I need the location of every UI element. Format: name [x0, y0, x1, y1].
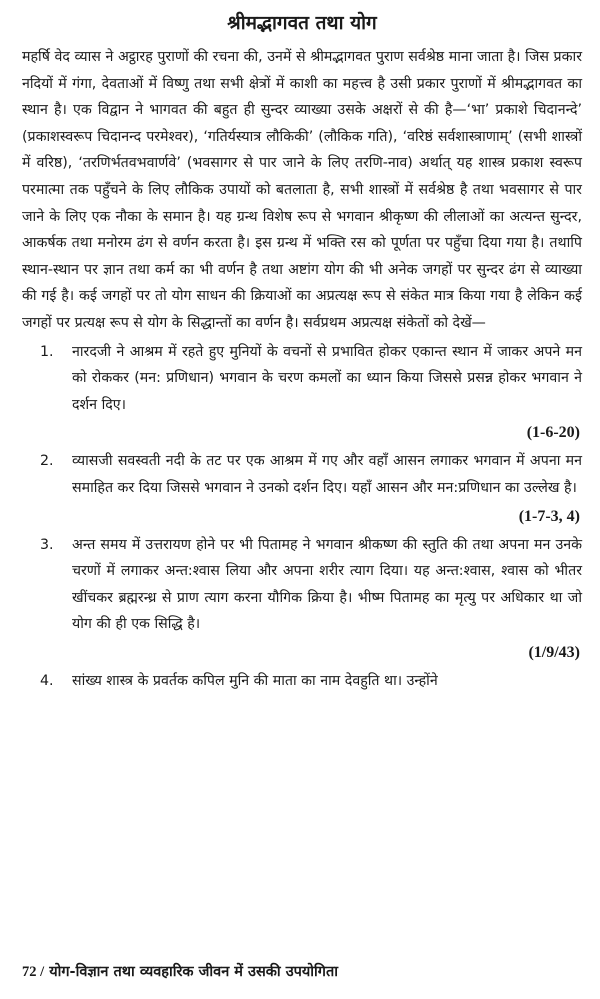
page-title: श्रीमद्भागवत तथा योग [227, 12, 377, 34]
list-item-number: 3. [40, 536, 54, 553]
list-item [22, 532, 582, 668]
numbered-list [22, 339, 582, 695]
list-item [22, 668, 582, 695]
intro-paragraph: महर्षि वेद व्यास ने अट्ठारह पुराणों की रचना की, उनमें से श्रीमद्भागवत पुराण सर्वश्रेष्ठ माना जाता है। जिस प्रकार नदियों में गंगा, देवताओं में विष्णु तथा सभी क्षेत्रों में काशी का महत्त्व है उसी प्रकार पुराणों में श्रीमद्भागवत का स्थान है। एक विद्वान ने भागवत की बहुत ही सुन्दर व्याख्या उसके अक्षरों से की है—‘भा’ प्रकाशे चिदानन्दे’ (प्रकाशस्वरूप चिदानन्द परमेश्वर), ‘गतिर्यस्यात्र लौकिकी’ (लौकिक गति), ‘वरिष्ठं सर्वशास्त्राणाम्’ (सभी शास्त्रों में वरिष्ठ), ‘तरणिर्भतवभवार्णवे’ (भवसागर से पार जाने के लिए तरणि-नाव) अर्थात् यह शास्त्र प्रकाश स्वरूप परमात्मा तक पहुँचने के लिए लौकिक उपायों को बतलाता है, सभी शास्त्रों में सर्वश्रेष्ठ है तथा भवसागर से पार जाने के लिए एक नौका के समान है। यह ग्रन्थ विशेष रूप से भगवान श्रीकृष्ण की लीलाओं का अत्यन्त सुन्दर, आकर्षक तथा मनोरम ढंग से वर्णन करता है। इस ग्रन्थ में भक्ति रस को पूर्णता पर पहुँचा दिया गया है। तथापि स्थान-स्थान पर ज्ञान तथा कर्म का भी वर्णन है तथा अष्टांग योग की भी अनेक जगहों पर सुन्दर ढंग से व्याख्या की गई है। कई जगहों पर तो योग साधन की क्रियाओं का अप्रत्यक्ष रूप से संकेत मात्र किया गया है लेकिन कई जगहों पर प्रत्यक्ष रूप से योग के सिद्धान्तों का वर्णन है। सर्वप्रथम अप्रत्यक्ष संकेतों को देखें— [22, 49, 582, 331]
page-footer [22, 961, 338, 983]
list-item-number: 1. [40, 343, 54, 360]
list-item-number: 2. [40, 453, 54, 470]
list-item-text: व्यासजी सवस्वती नदी के तट पर एक आश्रम में गए और वहाँ आसन लगाकर भगवान में अपना मन समाहित कर दिया जिससे भगवान ने उनको दर्शन दिए। यहाँ आसन और मन:प्रणिधान का उल्लेख है। [72, 453, 582, 496]
running-book-title: योग-विज्ञान तथा व्यवहारिक जीवन में उसकी उपयोगिता [49, 964, 338, 980]
list-item-number: 4. [40, 672, 54, 689]
verse-reference: (1/9/43) [528, 643, 580, 661]
page-number: 72 / [22, 964, 45, 980]
verse-reference: (1-7-3, 4) [518, 507, 580, 525]
list-item [22, 448, 582, 531]
list-item [22, 339, 582, 449]
list-item-text: नारदजी ने आश्रम में रहते हुए मुनियों के वचनों से प्रभावित होकर एकान्त स्थान में जाकर अपने मन को रोककर (मन: प्रणिधान) भगवान के चरण कमलों का ध्यान किया जिससे प्रसन्न होकर भगवान ने दर्शन दिए। [72, 343, 582, 413]
list-item-text: अन्त समय में उत्तरायण होने पर भी पितामह ने भगवान श्रीकष्ण की स्तुति की तथा अपना मन उनके चरणों में लगाकर अन्त:श्वास लिया और अपना शरीर त्याग दिया। यह अन्त:श्वास, श्वास को भीतर खींचकर ब्रह्मरन्ध्र से प्राण त्याग करना यौगिक क्रिया है। भीष्म पितामह का मृत्यु पर अधिकार था जो योग की ही एक सिद्धि है। [72, 536, 582, 633]
list-item-text: सांख्य शास्त्र के प्रवर्तक कपिल मुनि की माता का नाम देवहुति था। उन्होंने [72, 672, 438, 689]
verse-reference: (1-6-20) [526, 424, 580, 442]
